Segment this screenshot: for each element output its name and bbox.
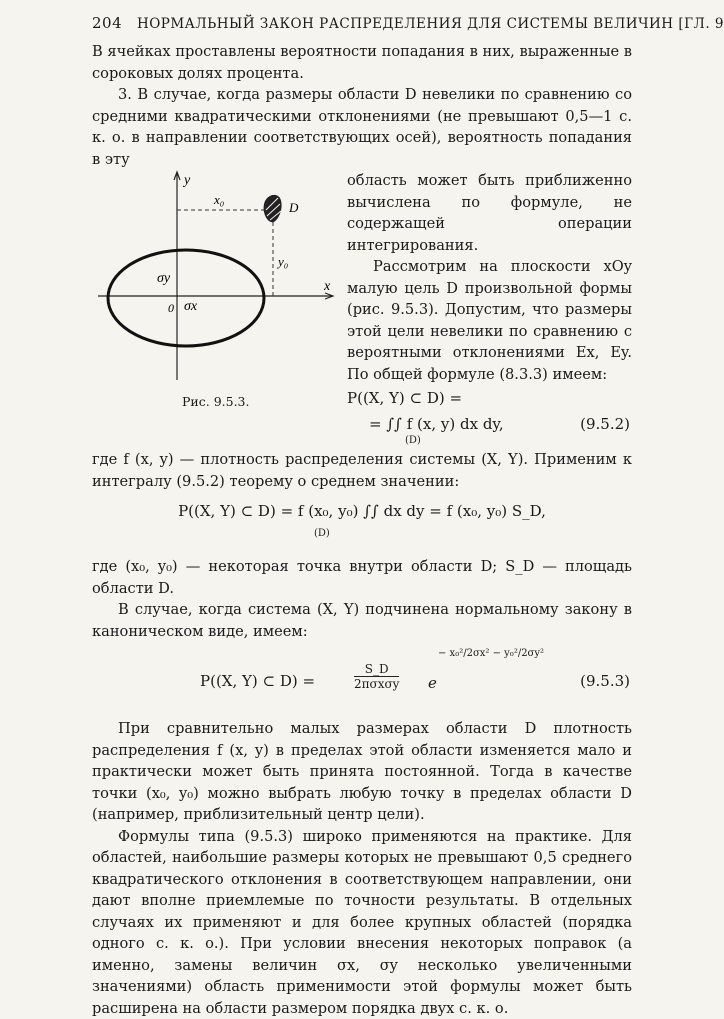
figure-9-5-3	[92, 170, 347, 418]
equation-9-5-2	[347, 385, 632, 449]
equation-9-5-3-exponent: − x₀²/2σx² − y₀²/2σy²	[438, 648, 544, 659]
equation-mean-value-text: P((X, Y) ⊂ D) = f (x₀, y₀) ∫∫ dx dy = f (x₀, y₀) S_D,	[178, 502, 546, 520]
paragraph-3: Рассмотрим на плоскости xOy малую цель D произвольной формы (рис. 9.5.3). Допустим, что размеры этой цели невелики по сравнению с вероятными отклонениями Ex, Ey. По общей формуле (8.3.3) имеем:	[347, 256, 632, 385]
axis-label-y: y	[182, 173, 191, 188]
page-number: 204	[92, 14, 122, 32]
sigma-y-label: σy	[157, 271, 171, 286]
book-page	[92, 14, 632, 1019]
origin-label: 0	[168, 301, 174, 315]
equation-9-5-3-denominator: 2πσxσy	[354, 677, 399, 691]
sigma-x-label: σx	[184, 299, 198, 314]
running-header	[92, 14, 632, 32]
y0-label: y₀	[276, 254, 288, 269]
exponential-e: e	[428, 674, 437, 692]
paragraph-6: В случае, когда система (X, Y) подчинена нормальному закону в каноническом виде, имеем:	[92, 599, 632, 642]
dimension-lines	[177, 210, 273, 296]
equation-9-5-3-fraction	[354, 662, 399, 691]
paragraph-4: где f (x, y) — плотность распределения системы (X, Y). Применим к интегралу (9.5.2) теорему о среднем значении:	[92, 449, 632, 492]
paragraph-5: где (x₀, y₀) — некоторая точка внутри области D; S_D — площадь области D.	[92, 556, 632, 599]
paragraph-2-top: 3. В случае, когда размеры области D невелики по сравнению со средними квадратическими отклонениями (не превышают 0,5—1 с. к. о. в направлении соответствующих осей), вероятность попадания в эту	[92, 84, 632, 170]
equation-9-5-3-number: (9.5.3)	[580, 672, 630, 690]
equation-mean-value-domain: (D)	[314, 528, 330, 539]
x0-label: x₀	[213, 192, 224, 207]
d-label: D	[288, 200, 299, 215]
equation-9-5-3-numerator: S_D	[354, 662, 399, 677]
axis-label-x: x	[323, 279, 331, 294]
paragraph-1: В ячейках проставлены вероятности попадания в них, выраженные в сороковых долях процента.	[92, 41, 632, 84]
running-title: НОРМАЛЬНЫЙ ЗАКОН РАСПРЕДЕЛЕНИЯ ДЛЯ СИСТЕМЫ ВЕЛИЧИН [ГЛ. 9	[137, 16, 724, 32]
paragraph-7: При сравнительно малых размерах области D плотность распределения f (x, y) в пределах этой области изменяется мало и практически может быть принята постоянной. Тогда в качестве точки (x₀, y₀) можно выбрать любую точку в пределах области D (например, приблизительный центр цели).	[92, 718, 632, 826]
dispersion-ellipse	[108, 250, 264, 346]
equation-mean-value	[92, 502, 632, 548]
equation-9-5-3	[92, 644, 632, 710]
equation-9-5-2-number: (9.5.2)	[580, 415, 630, 433]
figure-caption: Рис. 9.5.3.	[182, 394, 249, 409]
equation-9-5-2-domain: (D)	[405, 435, 421, 446]
paragraph-8: Формулы типа (9.5.3) широко применяются на практике. Для областей, наибольшие размеры которых не превышают 0,5 среднего квадратического отклонения в соответствующем направлении, они дают вполне приемлемые по точности результаты. В отдельных случаях их применяют и для более крупных областей (порядка одного с. к. о.). При условии внесения некоторых поправок (а именно, замены величин σx, σy несколько увеличенными значениями) область применимости этой формулы может быть расширена на области размером порядка двух с. к. о.	[92, 826, 632, 1019]
equation-9-5-2-line1: P((X, Y) ⊂ D) =	[347, 389, 462, 407]
equation-9-5-2-line2: = ∫∫ f (x, y) dx dy,	[369, 415, 504, 433]
paragraph-2-side: область может быть приближенно вычислена по формуле, не содержащей операции интегрирования.	[347, 170, 632, 256]
target-region-d	[264, 195, 282, 222]
equation-9-5-3-lhs: P((X, Y) ⊂ D) =	[200, 672, 315, 690]
